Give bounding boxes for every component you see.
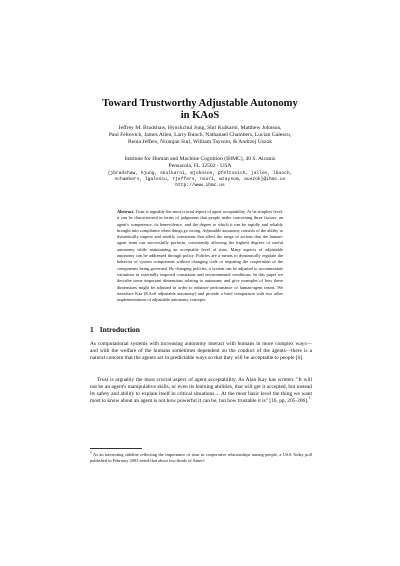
abstract bbox=[117, 209, 283, 303]
affiliation bbox=[80, 156, 320, 170]
abstract-text: Trust is arguably the most crucial aspect of agent acceptability. At its simplest level, it can be characterized in terms of judgments that people make concerning three factors: an agent's competence, its benevolence, and the degree to which it can be rapidly and reliably brought into compliance when things go wrong. Adjustable autonomy consists of the ability to dynamically impose and modify constraints that affect the range of actions that the human-agent team can successfully perform, consistently allowing the highest degrees of useful autonomy while maintaining an acceptable level of trust. Many aspects of adjustable autonomy can be addressed through policy. Policies are a means to dynamically regulate the behavior of system components without changing code or requiring the cooperation of the components being governed. By changing policies, a system can be adjusted to accommodate variations in externally imposed constraints and environmental conditions. In this paper we describe some important dimensions relating to autonomy and give examples of how these dimensions might be adjusted in order to enhance performance of human-agent teams. We introduce Kaa (KAoS adjustable autonomy) and provide a brief comparison with two other implementations of adjustable autonomy concepts. bbox=[117, 209, 283, 303]
authors-line-3: Renia Jeffers, Niranjan Suri, William Taysom, & Andrzej Uszok bbox=[127, 139, 273, 146]
emails-line-2: nchambers, lgalescu, rjeffers, nsuri, wtaysom, auszok}@ihmc.us bbox=[114, 177, 286, 183]
authors-line-2: Paul Feltovich, James Allen, Larry Bunch, Nathanael Chambers, Lucian Galescu, bbox=[108, 132, 292, 139]
title-line-1: Toward Trustworthy Adjustable Autonomy bbox=[102, 98, 298, 109]
intro-paragraph-2 bbox=[90, 377, 312, 405]
footnote bbox=[90, 452, 312, 464]
paper-title bbox=[60, 98, 340, 122]
footnote-divider bbox=[90, 448, 142, 449]
emails-line-1: {jbradshaw, hjung, skulkarni, mjohnson, pfeltovich, jallen, lbunch, bbox=[107, 171, 293, 176]
abstract-label: Abstract. bbox=[117, 209, 135, 214]
section-title: Introduction bbox=[99, 325, 140, 334]
title-line-2: in KAoS bbox=[180, 110, 220, 121]
authors-line-1: Jeffrey M. Bradshaw, Hyuckchul Jung, Shri Kulkarni, Matthew Johnson, bbox=[118, 125, 282, 131]
author-emails bbox=[90, 171, 310, 189]
intro-paragraph-2-text: Trust is arguably the most crucial aspect of agent acceptability. As Alan Kay has written: "It will not be an agent's manipulative skills, or even its learning abilities, that will get it accepted, but instead its safety and ability to explain itself in critical situations.... At the most basic level the thing we want most to know about an agent is not how powerful it can be, but how trustable it is" [16, pp. 205-206]. bbox=[90, 377, 312, 405]
footnote-text: As an interesting sideline reflecting the importance of trust in cooperative relationships among people, a USA Today poll published in February 2003 noted that about two-thirds of Ameri- bbox=[90, 452, 312, 463]
footnote-reference: 1 bbox=[308, 396, 311, 401]
section-heading-introduction bbox=[90, 325, 310, 334]
institute-url: http://www.ihmc.us bbox=[175, 183, 225, 189]
intro-paragraph-1: As computational systems with increasing autonomy interact with humans in more complex ways—and with the welfare of the humans sometimes dependent on the conduct of the agents—there is a natural concern that the agents act in predictable ways so that they will be acceptable to people [6]. bbox=[90, 341, 312, 362]
author-list bbox=[70, 125, 330, 147]
affiliation-line-2: Pensacola, FL 32502 - USA bbox=[168, 163, 232, 169]
section-number: 1 bbox=[90, 325, 94, 334]
footnote-marker: 1 bbox=[90, 450, 92, 455]
affiliation-line-1: Institute for Human and Machine Cognition (IHMC), 40 S. Alcaniz bbox=[124, 156, 276, 162]
